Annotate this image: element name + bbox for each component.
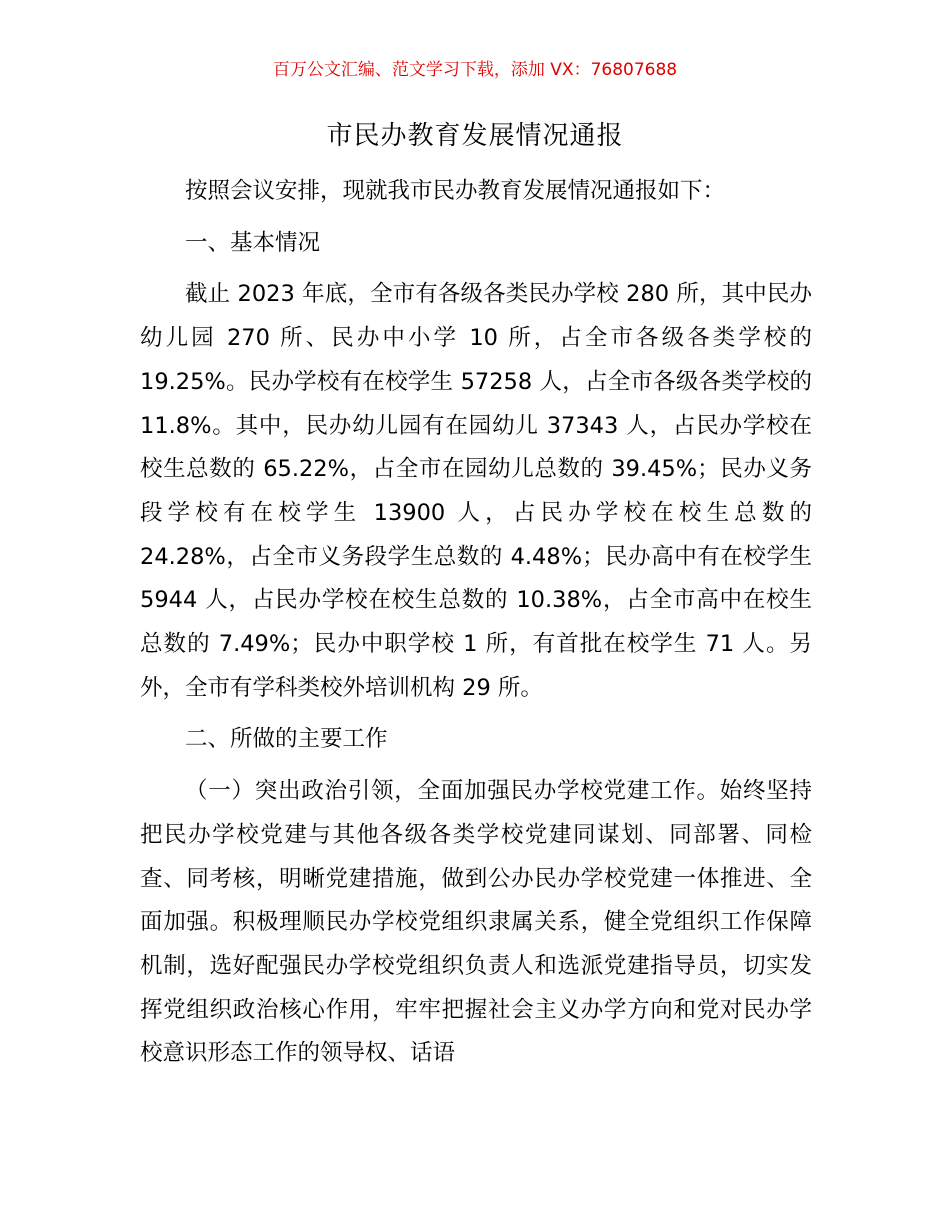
document-title: 市民办教育发展情况通报 [326,121,624,151]
party-building-paragraph: （一）突出政治引领，全面加强民办学校党建工作。始终坚持把民办学校党建与其他各级各类学校党建同谋划、同部署、同检查、同考核，明晰党建措施，做到公办民办学校党建一体推进、全面加强。积极理顺民办学校党组织隶属关系，健全党组织工作保障机制，选好配强民办学校党组织负责人和选派党建指导员，切实发挥党组织政治核心作用，牢牢把握社会主义办学方向和党对民办学校意识形态工作的领导权、话语 [140,778,812,1067]
basic-situation-paragraph: 截止 2023 年底，全市有各级各类民办学校 280 所，其中民办幼儿园 270 所、民办中小学 10 所，占全市各级各类学校的 19.25%。民办学校有在校学生 57258 人，占全市各级各类学校的 11.8%。其中，民办幼儿园有在园幼儿 37343 人，占民办学校在校生总数的 65.22%，占全市在园幼儿总数的 39.45%；民办义务段学校有在校学生 13900 人，占民办学校在校生总数的 24.28%，占全市义务段学生总数的 4.48%；民办高中有在校学生 5944 人，占民办学校在校生总数的 10.38%，占全市高中在校生总数的 7.49%；民办中职学校 1 所，有首批在校学生 71 人。另外，全市有学科类校外培训机构 29 所。 [140,281,812,701]
watermark-banner: 百万公文汇编、范文学习下载，添加 VX：76807688 [272,60,678,80]
intro-paragraph: 按照会议安排，现就我市民办教育发展情况通报如下： [185,178,726,204]
document-body [140,170,812,1076]
section-heading-work: 二、所做的主要工作 [185,726,388,753]
section-heading-basic: 一、基本情况 [185,229,321,256]
